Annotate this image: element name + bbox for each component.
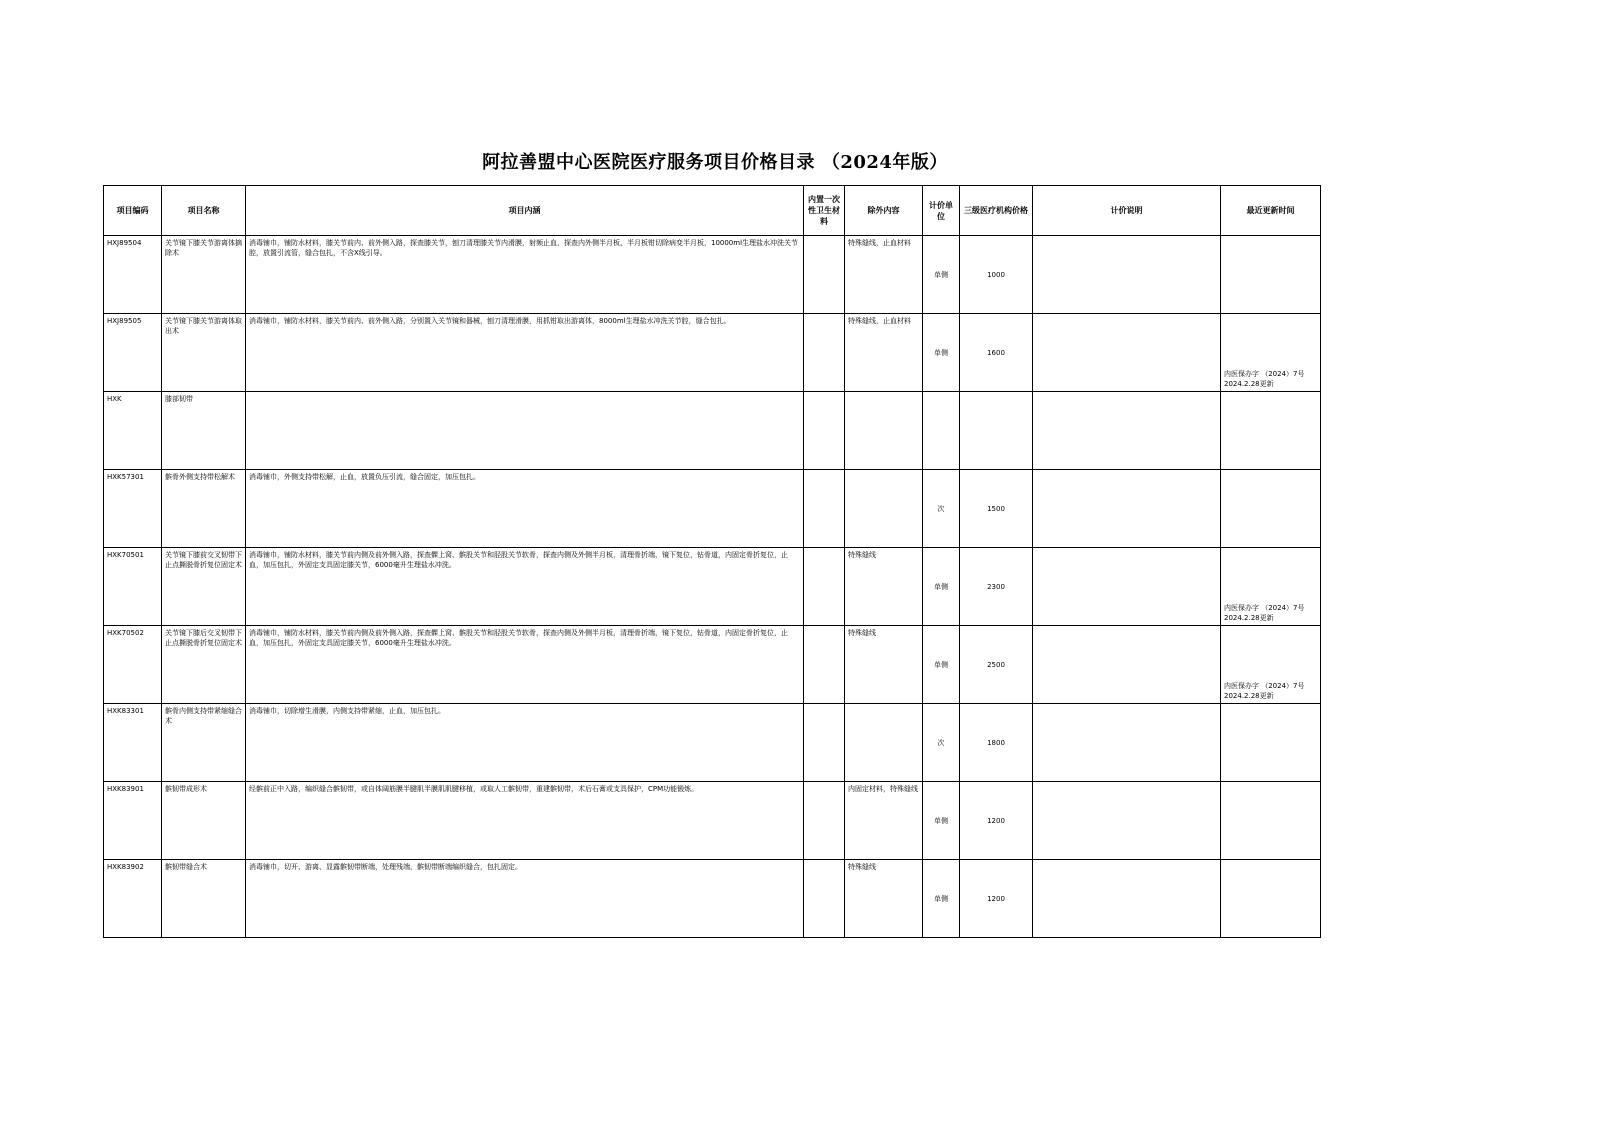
col-header-material: 内置一次性卫生材料 bbox=[804, 186, 845, 236]
item-content: 消毒铺巾，切开、游离、显露髌韧带断端，处理残端，髌韧带断端编织缝合，包扎固定。 bbox=[246, 860, 804, 938]
item-note bbox=[1033, 236, 1221, 314]
item-code: HXK83901 bbox=[104, 782, 162, 860]
item-excluded: 特殊缝线 bbox=[845, 626, 923, 704]
item-unit bbox=[923, 392, 960, 470]
table-row bbox=[104, 236, 1321, 314]
col-header-content: 项目内涵 bbox=[246, 186, 804, 236]
item-code: HXJ89505 bbox=[104, 314, 162, 392]
item-material bbox=[804, 548, 845, 626]
item-unit: 单侧 bbox=[923, 314, 960, 392]
item-updated: 内医保办字 （2024）7号 2024.2.28更新 bbox=[1221, 626, 1321, 704]
item-material bbox=[804, 782, 845, 860]
item-note bbox=[1033, 392, 1221, 470]
col-header-excluded: 除外内容 bbox=[845, 186, 923, 236]
item-excluded: 特殊缝线 bbox=[845, 548, 923, 626]
item-name: 关节镜下膝关节游离体取出术 bbox=[162, 314, 246, 392]
item-code: HXJ89504 bbox=[104, 236, 162, 314]
item-updated bbox=[1221, 470, 1321, 548]
item-code: HXK57301 bbox=[104, 470, 162, 548]
item-material bbox=[804, 392, 845, 470]
item-updated: 内医保办字 （2024）7号 2024.2.28更新 bbox=[1221, 314, 1321, 392]
item-name: 关节镜下膝后交叉韧带下止点撕脱骨折复位固定术 bbox=[162, 626, 246, 704]
item-updated bbox=[1221, 860, 1321, 938]
item-excluded: 内固定材料，特殊缝线 bbox=[845, 782, 923, 860]
item-price: 1600 bbox=[960, 314, 1033, 392]
col-header-unit: 计价单位 bbox=[923, 186, 960, 236]
item-code: HXK83301 bbox=[104, 704, 162, 782]
item-name: 膝部韧带 bbox=[162, 392, 246, 470]
item-code: HXK bbox=[104, 392, 162, 470]
item-price: 1500 bbox=[960, 470, 1033, 548]
item-material bbox=[804, 314, 845, 392]
item-price: 1800 bbox=[960, 704, 1033, 782]
item-excluded: 特殊缝线，止血材料 bbox=[845, 236, 923, 314]
item-updated: 内医保办字 （2024）7号 2024.2.28更新 bbox=[1221, 548, 1321, 626]
item-material bbox=[804, 626, 845, 704]
item-unit: 单侧 bbox=[923, 236, 960, 314]
item-content: 消毒铺巾，铺防水材料，膝关节前内、前外侧入路，探查膝关节，刨刀清理膝关节内滑膜，射频止血，探查内外侧半月板，半月板钳切除病变半月板，10000ml生理盐水冲洗关节腔，放置引流管，缝合包扎，不含X线引导。 bbox=[246, 236, 804, 314]
item-note bbox=[1033, 548, 1221, 626]
item-updated bbox=[1221, 392, 1321, 470]
item-material bbox=[804, 704, 845, 782]
item-code: HXK70501 bbox=[104, 548, 162, 626]
col-header-note: 计价说明 bbox=[1033, 186, 1221, 236]
table-row bbox=[104, 782, 1321, 860]
table-row bbox=[104, 626, 1321, 704]
item-content: 消毒铺巾，铺防水材料，膝关节前内侧及前外侧入路，探查髁上窝、髌股关节和胫股关节软骨，探查内侧及外侧半月板，清理骨折端，镜下复位，钻骨道，内固定骨折复位，止血，加压包扎，外固定支具固定膝关节，6000毫升生理盐水冲洗。 bbox=[246, 548, 804, 626]
item-price: 1200 bbox=[960, 860, 1033, 938]
item-code: HXK83902 bbox=[104, 860, 162, 938]
item-material bbox=[804, 470, 845, 548]
item-note bbox=[1033, 470, 1221, 548]
table-row bbox=[104, 470, 1321, 548]
item-material bbox=[804, 860, 845, 938]
col-header-price: 三级医疗机构价格 bbox=[960, 186, 1033, 236]
item-price: 1000 bbox=[960, 236, 1033, 314]
item-name: 髌韧带成形术 bbox=[162, 782, 246, 860]
col-header-updated: 最近更新时间 bbox=[1221, 186, 1321, 236]
item-excluded bbox=[845, 704, 923, 782]
item-unit: 单侧 bbox=[923, 860, 960, 938]
item-price: 2300 bbox=[960, 548, 1033, 626]
item-code: HXK70502 bbox=[104, 626, 162, 704]
item-price: 2500 bbox=[960, 626, 1033, 704]
item-unit: 次 bbox=[923, 470, 960, 548]
item-unit: 单侧 bbox=[923, 548, 960, 626]
price-catalog-table bbox=[103, 185, 1321, 938]
table-row bbox=[104, 392, 1321, 470]
table-row bbox=[104, 704, 1321, 782]
item-unit: 次 bbox=[923, 704, 960, 782]
item-note bbox=[1033, 782, 1221, 860]
item-excluded: 特殊缝线，止血材料 bbox=[845, 314, 923, 392]
item-updated bbox=[1221, 704, 1321, 782]
item-content: 消毒铺巾，切除增生滑膜，内侧支持带紧缩，止血，加压包扎。 bbox=[246, 704, 804, 782]
table-row bbox=[104, 548, 1321, 626]
item-name: 髌韧带缝合术 bbox=[162, 860, 246, 938]
item-name: 关节镜下膝前交叉韧带下止点撕脱骨折复位固定术 bbox=[162, 548, 246, 626]
col-header-name: 项目名称 bbox=[162, 186, 246, 236]
item-note bbox=[1033, 704, 1221, 782]
item-excluded bbox=[845, 470, 923, 548]
item-name: 关节镜下膝关节游离体摘除术 bbox=[162, 236, 246, 314]
item-content: 消毒铺巾，外侧支持带松解，止血，放置负压引流，缝合固定，加压包扎。 bbox=[246, 470, 804, 548]
item-content: 消毒铺巾，铺防水材料，膝关节前内、前外侧入路，分别置入关节镜和器械，刨刀清理滑膜，用抓钳取出游离体，8000ml生理盐水冲洗关节腔，缝合包扎。 bbox=[246, 314, 804, 392]
item-price: 1200 bbox=[960, 782, 1033, 860]
item-content bbox=[246, 392, 804, 470]
item-note bbox=[1033, 860, 1221, 938]
item-updated bbox=[1221, 782, 1321, 860]
item-unit: 单侧 bbox=[923, 626, 960, 704]
item-note bbox=[1033, 314, 1221, 392]
item-note bbox=[1033, 626, 1221, 704]
item-excluded bbox=[845, 392, 923, 470]
item-unit: 单侧 bbox=[923, 782, 960, 860]
page-title: 阿拉善盟中心医院医疗服务项目价格目录 （2024年版） bbox=[482, 152, 948, 173]
item-name: 髌骨内侧支持带紧缩缝合术 bbox=[162, 704, 246, 782]
item-content: 消毒铺巾，铺防水材料，膝关节前内侧及前外侧入路，探查髁上窝、髌股关节和胫股关节软骨，探查内侧及外侧半月板，清理骨折端，镜下复位，钻骨道，内固定骨折复位，止血，加压包扎，外固定支具固定膝关节，6000毫升生理盐水冲洗。 bbox=[246, 626, 804, 704]
table-row bbox=[104, 314, 1321, 392]
col-header-code: 项目编码 bbox=[104, 186, 162, 236]
item-material bbox=[804, 236, 845, 314]
item-updated bbox=[1221, 236, 1321, 314]
header-row bbox=[104, 186, 1321, 236]
item-name: 髌骨外侧支持带松解术 bbox=[162, 470, 246, 548]
item-price bbox=[960, 392, 1033, 470]
item-excluded: 特殊缝线 bbox=[845, 860, 923, 938]
table-row bbox=[104, 860, 1321, 938]
item-content: 经髌前正中入路，编织缝合髌韧带，或自体阔筋膜半腱肌半膜肌肌腱移植，或取人工髌韧带，重建髌韧带，术后石膏或支具保护，CPM功能锻炼。 bbox=[246, 782, 804, 860]
